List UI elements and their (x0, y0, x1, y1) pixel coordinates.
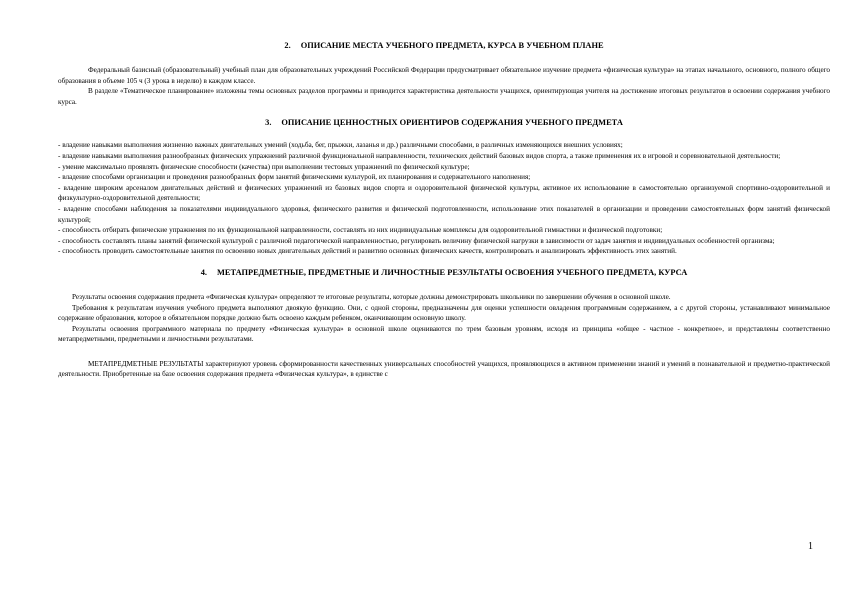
section-4-number: 4. (200, 267, 207, 277)
list-item: - умение максимально проявлять физические способности (качества) при выполнении тестовых упражнений по физической культуре; (58, 162, 470, 171)
section-4-title: МЕТАПРЕДМЕТНЫЕ, ПРЕДМЕТНЫЕ И ЛИЧНОСТНЫЕ РЕЗУЛЬТАТЫ ОСВОЕНИЯ УЧЕБНОГО ПРЕДМЕТА, КУРСА (216, 267, 688, 277)
section-2-heading (58, 40, 830, 51)
section-2-title: ОПИСАНИЕ МЕСТА УЧЕБНОГО ПРЕДМЕТА, КУРСА В УЧЕБНОМ ПЛАНЕ (300, 41, 604, 50)
section-2-paragraph-2: В разделе «Тематическое планирование» изложены темы основных разделов программы и приводится характеристика деятельности учащихся, ориентирующая учителя на достижение итоговых результатов в освоении содержания учебного курса. (58, 87, 830, 106)
list-item: - способность составлять планы занятий физической культурой с различной педагогической направленностью, регулировать величину физической нагрузки в зависимости от задач занятия и индивидуальных особенностей организма; (58, 236, 775, 245)
section-3-heading (58, 117, 830, 128)
list-item: - владение навыками выполнения разнообразных физических упражнений различной функциональной направленности, технических действий базовых видов спорта, а также применения их в игровой и соревновательной деятельности; (58, 151, 781, 160)
section-2-paragraph-1: Федеральный базисный (образовательный) учебный план для образовательных учреждений Российской Федерации предусматривает обязательное изучение предмета «физическая культура» на этапах начального, основного, полного общего образования в объеме 105 ч (3 урока в неделю) в каждом классе. (58, 66, 830, 85)
section-2-number: 2. (284, 41, 291, 50)
section-4-paragraph-1: Результаты освоения содержания предмета «Физическая культура» определяют те итоговые результаты, которые должны демонстрировать школьники по завершении обучения в основной школе. (72, 292, 671, 301)
section-4-paragraph-2: Требования к результатам изучения учебного предмета выполняют двоякую функцию. Они, с одной стороны, предназначены для оценки успешности овладения программным содержанием, а с другой стороны, устанавливают минимальное содержание образования, которое в обязательном порядке должно быть освоено каждым ребенком, оканчивающим основную школу. (58, 303, 830, 323)
document-body (58, 40, 830, 380)
list-item: - владение навыками выполнения жизненно важных двигательных умений (ходьба, бег, прыжки, лазанья и др.) различными способами, в различных изменяющихся внешних условиях; (58, 141, 623, 150)
section-4-paragraph-3: Результаты освоения программного материала по предмету «Физическая культура» в основной школе оцениваются по трем базовым уровням, исходя из принципа «общее - частное - конкретное», и представлены соответственно метапредметными, предметными и личностными результатами. (58, 324, 830, 344)
section-3-number: 3. (265, 118, 272, 128)
list-item: - владение широким арсеналом двигательных действий и физических упражнений из базовых видов спорта и оздоровительной физической культуры, активное их использование в самостоятельно организуемой спортивно-оздоровительной и физкультурно-оздоровительной деятельности; (58, 183, 830, 203)
section-3-list (58, 140, 830, 257)
list-item: - владение способами наблюдения за показателями индивидуального здоровья, физического развития и физической подготовленности, использование этих показателей в организации и проведении самостоятельных форм занятий физической культурой; (58, 204, 830, 224)
section-3-title: ОПИСАНИЕ ЦЕННОСТНЫХ ОРИЕНТИРОВ СОДЕРЖАНИЯ УЧЕБНОГО ПРЕДМЕТА (281, 118, 623, 128)
list-item: - способность проводить самостоятельные занятия по освоению новых двигательных действий и развитию основных физических качеств, контролировать и анализировать эффективность этих занятий. (58, 247, 677, 256)
list-item: - способность отбирать физические упражнения по их функциональной направленности, составлять из них индивидуальные комплексы для оздоровительной гимнастики и физической подготовки; (58, 226, 663, 235)
page-number: 1 (808, 541, 813, 552)
list-item: - владение способами организации и проведения разнообразных форм занятий физическими культурой, их планирования и содержательного наполнения; (58, 173, 531, 182)
section-4-heading (58, 267, 830, 278)
section-4-paragraph-4: МЕТАПРЕДМЕТНЫЕ РЕЗУЛЬТАТЫ характеризуют уровень сформированности качественных универсальных способностей учащихся, проявляющихся в активном применении знаний и умений в познавательной и предметно-практической деятельности. Приобретенные на базе освоения содержания предмета «Физическая культура», в единстве с (58, 359, 830, 379)
